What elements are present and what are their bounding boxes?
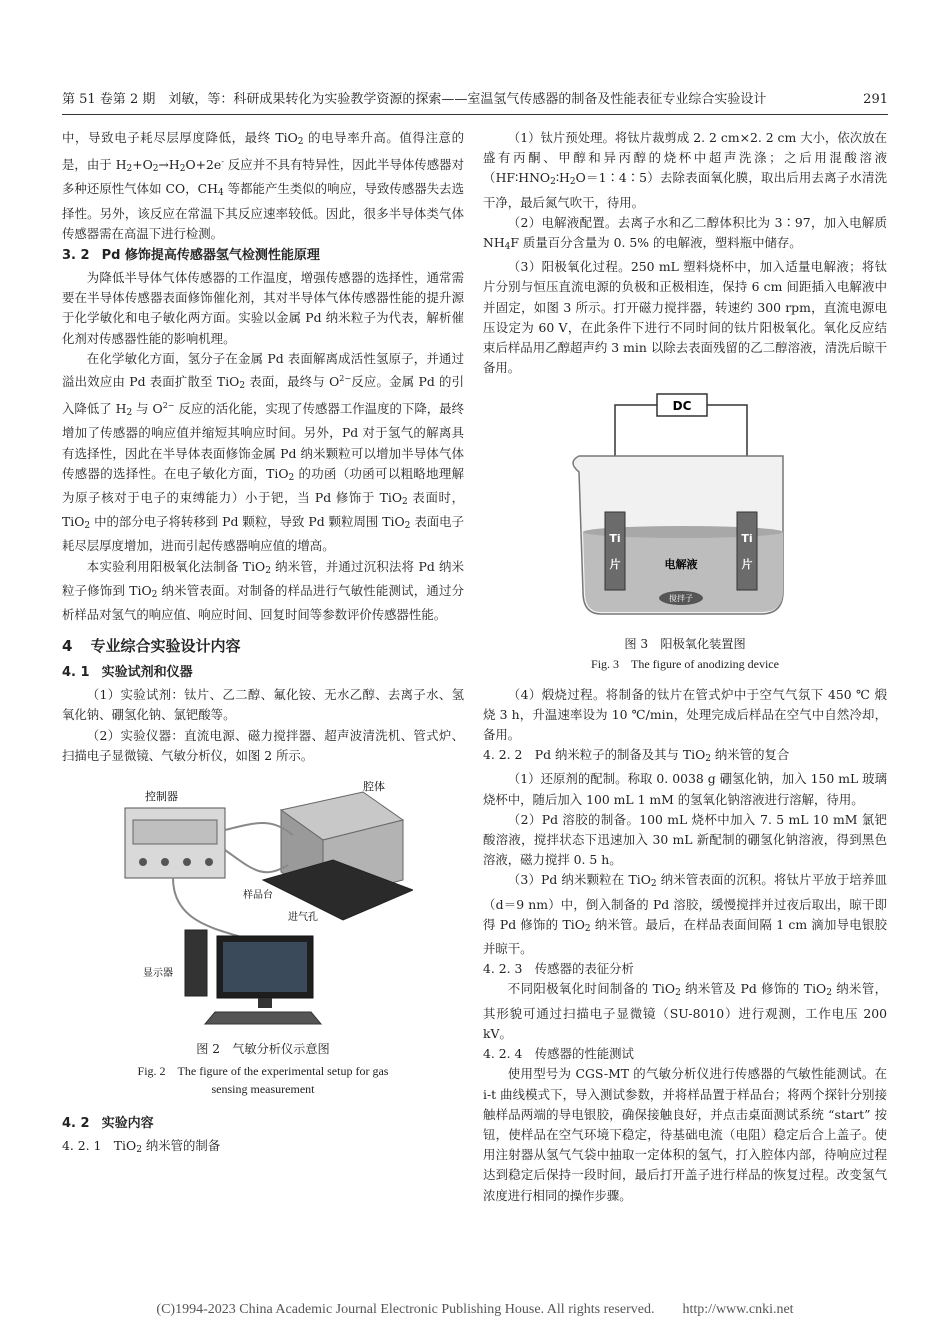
svg-text:Ti: Ti [609,532,621,546]
svg-text:Ti: Ti [741,532,753,546]
ti-electrode-right [737,512,757,590]
figure-3 [483,392,887,672]
section-heading-4-2-2: 4. 2. 2 Pd 纳米粒子的制备及其与 TiO$_2$ 纳米管的复合 [483,747,790,765]
page-number: 291 [863,92,888,107]
paragraph: （1）钛片预处理。将钛片裁剪成 2. 2 cm×2. 2 cm 大小，依次放在盛有丙酮、甲醇和异丙醇的烧杯中超声洗涤；之后用混酸溶液$(HF∶HNO_2∶H_2O=1∶4∶5)$去除表面氧化膜，取出后用去离子水清洗干净，最后氮气吹干，待用。 [483,130,888,210]
section-heading-4-2-3: 4. 2. 3 传感器的表征分析 [483,961,634,977]
right-column [483,128,887,1206]
keyboard [205,1012,321,1024]
section-heading-4-1: 4. 1 实验试剂和仪器 [62,665,193,681]
svg-text:片: 片 [609,558,621,572]
gas-sensing-setup-diagram [113,780,413,1030]
left-column [62,128,464,1160]
label-controller: 控制器 [145,790,178,804]
figure-2 [62,780,464,1098]
figure-2-caption-en-2: sensing measurement [211,1082,315,1097]
paragraph: 不同阳极氧化时间制备的 TiO$_2$ 纳米管及 Pd 修饰的 TiO$_2$ 纳米管，其形貌可通过扫描电子显微镜（SU-8010）进行观测，工作电压 200 kV。 [483,981,887,1041]
header-title: 第 51 卷第 2 期 刘敏，等：科研成果转化为实验教学资源的探索——室温氢气传感器的制备及性能表征专业综合实验设计 [62,92,767,107]
svg-text:片: 片 [741,558,753,572]
section-heading-3-2: 3. 2 Pd 修饰提高传感器氢气检测性能原理 [62,248,320,264]
ti-electrode-left [605,512,625,590]
header-rule [62,114,888,115]
figure-3-caption-cn: 图 3 阳极氧化装置图 [624,636,746,651]
section-heading-4-2-4: 4. 2. 4 传感器的性能测试 [483,1046,634,1062]
paragraph: 为降低半导体气体传感器的工作温度，增强传感器的选择性，通常需要在半导体传感器表面修饰催化剂，其对半导体气体传感器性能的提升源于化学敏化和电子敏化两方面。实验以金属 Pd 纳米粒子为代表，解析催化剂对传感器性能的影响机理。 [62,270,464,346]
paragraph: 本实验利用阳极氧化法制备 TiO$_2$ 纳米管，并通过沉积法将 Pd 纳米粒子修饰到 TiO$_2$ 纳米管表面。对制备的样品进行气敏性能测试，通过分析样品对氢气的响应值、响应时间、回复时间等参数评价传感器性能。 [62,558,465,623]
anodizing-device-diagram [565,392,805,624]
figure-2-caption-cn: 图 2 气敏分析仪示意图 [196,1042,330,1057]
label-electrolyte: 电解液 [664,558,698,572]
paragraph: （2）实验仪器：直流电源、磁力搅拌器、超声波清洗机、管式炉、扫描电子显微镜、气敏分析仪，如图 2 所示。 [62,727,464,763]
paragraph: （3）阳极氧化过程。250 mL 塑料烧杯中，加入适量电解液；将钛片分别与恒压直流电源的负极和正极相连，保持 6 cm 间距插入电解液中并固定，如图 3 所示。打开磁力搅拌器，转速约 300 rpm，直流电源电压设定为 60 V，在此条件下进行不同时间的钛片阳极氧化。氧化反应结束后样品用乙醇超声约 3 min 以除去表面残留的乙二醇溶液，清洗后晾干备用。 [483,259,887,376]
label-dc: DC [672,399,692,414]
section-heading-4-2: 4. 2 实验内容 [62,1116,154,1132]
section-heading-4: 4 专业综合实验设计内容 [62,637,241,656]
running-header [62,92,888,108]
paragraph: 中，导致电子耗尽层厚度降低，最终 TiO$_2$ 的电导率升高。值得注意的是，由于 $H_2+O_2\to H_2O+2e^-$ 反应并不具有特异性，因此半导体传感器对多种还原性气体如 CO，$CH_4$ 等都能产生类似的响应，导致传感器失去选择性。另外，该反应在常温下其反应速率较低。因此，很多半导体类气体传感器需在高温下进行检测。 [62,130,464,241]
paragraph: （2）电解液配置。去离子水和乙二醇体积比为 3∶97，加入电解质 $NH_4F$ 质量百分含量为 0. 5% 的电解液，塑料瓶中储存。 [483,214,887,253]
paragraph: （2）Pd 溶胶的制备。100 mL 烧杯中加入 7. 5 mL 10 mM 氯钯酸溶液，搅拌状态下迅速加入 30 mL 新配制的硼氢化钠溶液，得到黑色溶液，磁力搅拌 0. 5 h。 [483,811,887,868]
label-display: 显示器 [143,968,173,980]
paragraph: （1）实验试剂：钛片、乙二醇、氟化铵、无水乙醇、去离子水、氢氧化钠、硼氢化钠、氯钯酸等。 [62,687,464,723]
paragraph: 使用型号为 CGS-MT 的气敏分析仪进行传感器的气敏性能测试。在 i-t 曲线模式下，导入测试参数，并将样品置于样品台；将两个探针分别接触样品两端的导电银胶，确保接触良好，并点击桌面测试系统 “start” 按钮，使样品在空气环境下稳定，待基础电流（电阻）稳定后合上盖子。使用注射器从氢气气袋中抽取一定体积的氢气，打入腔体内部，待响应过程达到稳定后保持一段时间，最后打开盖子进行样品的恢复过程。改变氢气浓度进行相同的操作步骤。 [483,1066,887,1203]
paragraph: （3）Pd 纳米颗粒在 TiO$_2$ 纳米管表面的沉积。将钛片平放于培养皿（d＝9 nm）中，倒入制备的 Pd 溶胶，缓慢搅拌并过夜后取出，晾干即得 Pd 修饰的 TiO$_2$ 纳米管。最后，在样品表面间隔 1 cm 滴加导电银胶并晾干。 [483,872,887,957]
section-heading-4-2-1: 4. 2. 1 TiO$_2$ 纳米管的制备 [62,1138,221,1156]
figure-3-caption-en: Fig. 3 The figure of anodizing device [591,656,779,671]
pc-tower [185,930,207,996]
paragraph: 在化学敏化方面，氢分子在金属 Pd 表面解离成活性氢原子，并通过溢出效应由 Pd 表面扩散至 TiO$_2$ 表面，最终与 $O^{2-}$反应。金属 Pd 的引入降低了 $H_2$ 与 $O^{2-}$ 反应的活化能，实现了传感器工作温度的下降，最终增加了传感器的响应值并缩短其响应时间。另外，Pd 对于氢气的解离具有选择性，因此在半导体表面修饰金属 Pd 纳米颗粒可以增加半导体气体传感器的选择性。在电子敏化方面，TiO$_2$ 的功函（功函可以粗略地理解为原子核对于电子的束缚能力）小于钯，当 Pd 修饰于 TiO$_2$ 表面时，TiO$_2$ 中的部分电子将转移到 Pd 颗粒，导致 Pd 颗粒周围 TiO$_2$ 表面电子耗尽层厚度增加，进而引起传感器响应值的增高。 [62,350,464,554]
label-inlet: 进气孔 [288,912,318,924]
figure-2-caption-en: Fig. 2 The figure of the experimental setup for gas [137,1064,389,1079]
label-stage: 样品台 [243,890,273,902]
copyright-footer: (C)1994-2023 China Academic Journal Electronic Publishing House. All rights reserved. http://www.cnki.net [156,1302,794,1317]
paragraph: （4）煅烧过程。将制备的钛片在管式炉中于空气气氛下 450 ℃ 煅烧 3 h，升温速率设为 10 ℃/min，处理完成后样品在空气中自然冷却，备用。 [483,686,887,743]
label-chamber: 腔体 [363,780,385,794]
paragraph: （1）还原剂的配制。称取 0. 0038 g 硼氢化钠，加入 150 mL 玻璃烧杯中，随后加入 100 mL 1 mM 的氢氧化钠溶液进行溶解，待用。 [483,771,887,807]
svg-text:搅拌子: 搅拌子 [669,594,693,604]
